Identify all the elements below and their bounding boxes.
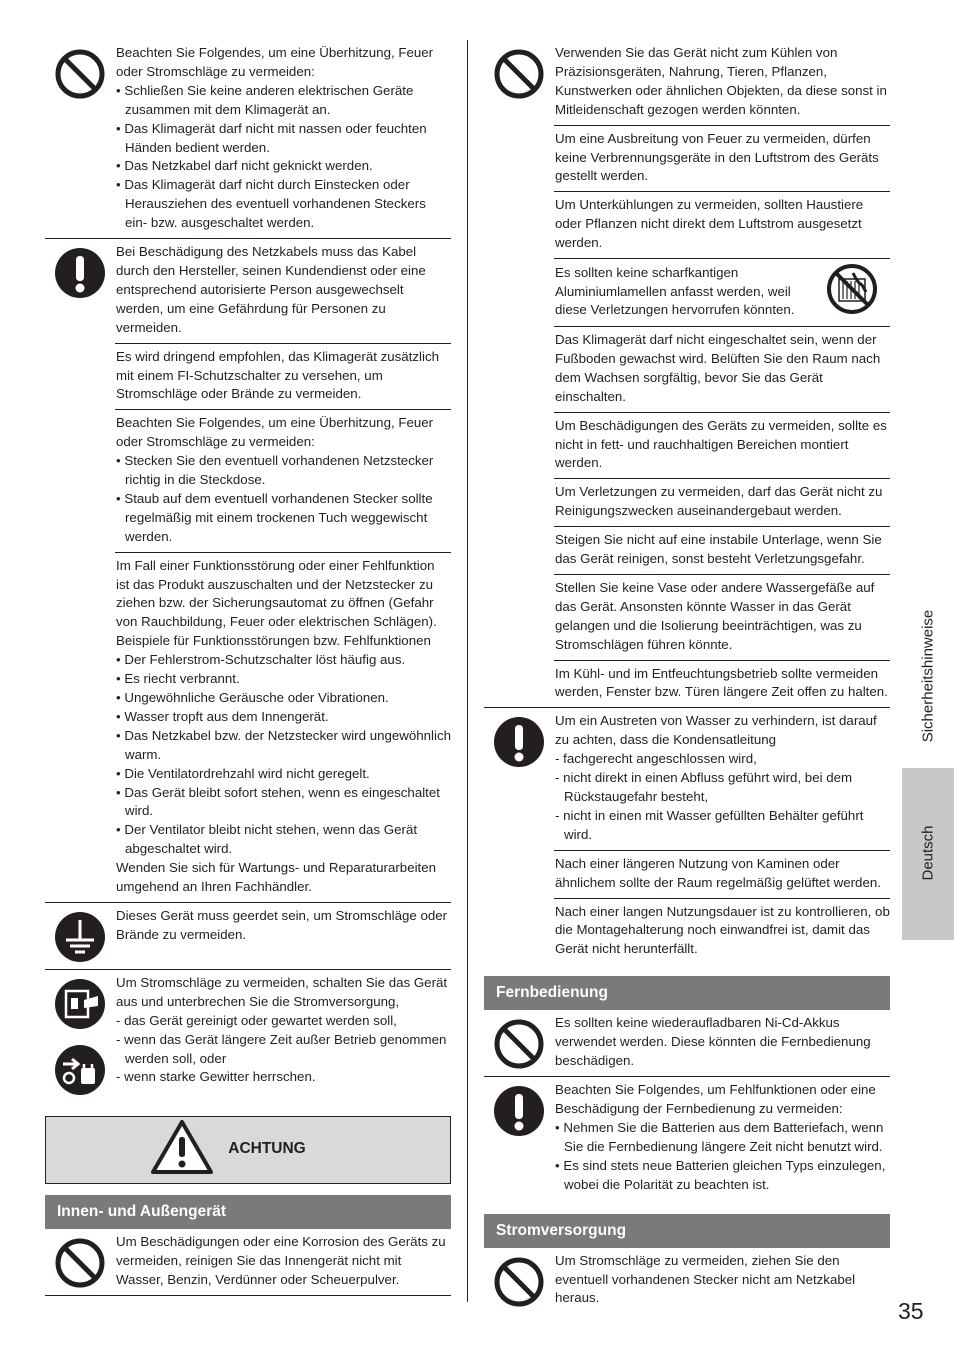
section-label: Sicherheitshinweise bbox=[919, 609, 937, 743]
warning-text bbox=[115, 903, 451, 969]
warning-text bbox=[554, 708, 890, 964]
warning-paragraph bbox=[554, 191, 890, 258]
warning-paragraph bbox=[554, 412, 890, 479]
list-item: • Stecken Sie den eventuell vorhandenen Netzstecker richtig in die Steckdose. bbox=[116, 453, 434, 488]
text-line: Das Klimagerät darf nicht eingeschaltet sein, wenn der Fußboden gewachst wird. Belüften Sie den Raum nach dem Wachsen sorgfältig, bevor Sie das Gerät einschalten. bbox=[555, 331, 881, 404]
section-header-power-supply: Stromversorgung bbox=[484, 1214, 890, 1248]
prohibition-icon bbox=[54, 1237, 106, 1295]
warning-text bbox=[115, 239, 451, 902]
switch-off-icon bbox=[54, 978, 106, 1036]
list-item: - nicht in einen mit Wasser gefüllten Behälter geführt wird. bbox=[555, 807, 864, 842]
warning-paragraph bbox=[115, 552, 451, 902]
warning-block bbox=[45, 970, 451, 1102]
list-item: - das Gerät gereinigt oder gewartet werden soll, bbox=[116, 1012, 397, 1028]
warning-paragraph bbox=[554, 1010, 890, 1076]
list-item: • Nehmen Sie die Batterien aus dem Batteriefach, wenn Sie die Fernbedienung längere Zeit nicht benutzt wird. bbox=[555, 1119, 884, 1154]
text-line: Dieses Gerät muss geerdet sein, um Stromschläge oder Brände zu vermeiden. bbox=[116, 907, 448, 942]
warning-block bbox=[484, 40, 890, 708]
text-line: Um Verletzungen zu vermeiden, darf das Gerät nicht zu Reinigungszwecken auseinandergebaut werden. bbox=[555, 484, 883, 519]
list-item: - wenn starke Gewitter herrschen. bbox=[116, 1069, 316, 1085]
warning-icon-column bbox=[484, 708, 554, 964]
warning-paragraph bbox=[554, 1077, 890, 1199]
list-item: • Das Netzkabel darf nicht geknickt werden. bbox=[116, 158, 373, 174]
text-line: Steigen Sie nicht auf eine instabile Unterlage, wenn Sie das Gerät reinigen, sonst besteht Verletzungsgefahr. bbox=[555, 532, 882, 567]
right-column bbox=[484, 40, 890, 1314]
warning-text bbox=[554, 40, 890, 707]
list-item: • Wasser tropft aus dem Innengerät. bbox=[116, 708, 329, 724]
unplug-icon bbox=[54, 1044, 106, 1102]
warning-text bbox=[554, 1077, 890, 1199]
warning-icon-column bbox=[484, 1248, 554, 1314]
warning-paragraph bbox=[554, 526, 890, 574]
text-line: Bei Beschädigung des Netzkabels muss das Kabel durch den Hersteller, seinen Kundendienst oder eine entsprechend autorisierte Person ausgewechselt werden, um eine Gefährdung für Personen zu vermeiden. bbox=[116, 244, 426, 335]
text-line: Beachten Sie Folgendes, um Fehlfunktionen oder eine Beschädigung der Fernbedienung zu vermeiden: bbox=[555, 1082, 876, 1117]
warning-text bbox=[554, 1010, 890, 1076]
warning-paragraph bbox=[554, 574, 890, 660]
warning-block bbox=[484, 708, 890, 964]
warning-triangle-icon bbox=[150, 1119, 214, 1181]
text-line: Wenden Sie sich für Wartungs- und Reparaturarbeiten umgehend an Ihren Fachhändler. bbox=[116, 860, 437, 895]
warning-paragraph bbox=[554, 898, 890, 965]
mandatory-exclamation-icon bbox=[493, 1085, 545, 1143]
list-item: - wenn das Gerät längere Zeit außer Betrieb genommen werden soll, oder bbox=[116, 1031, 447, 1066]
text-line: Es sollten keine scharfkantigen Aluminiumlamellen anfasst werden, weil diese Verletzungen hervorrufen könnten. bbox=[555, 264, 795, 318]
prohibition-icon bbox=[54, 48, 106, 106]
warning-block bbox=[45, 40, 451, 239]
list-item: - fachgerecht angeschlossen wird, bbox=[555, 751, 757, 767]
prohibition-icon bbox=[493, 1018, 545, 1076]
list-item: • Es sind stets neue Batterien gleichen Typs einzulegen, wobei die Polarität zu beachten ist. bbox=[555, 1157, 886, 1192]
warning-paragraph bbox=[554, 850, 890, 898]
text-line: Verwenden Sie das Gerät nicht zum Kühlen von Präzisionsgeräten, Nahrung, Tieren, Pflanzen, Kunstwerken oder ähnlichen Objekten, da diese sonst in Mitleidenschaft gezogen werden könnten. bbox=[555, 45, 887, 117]
list-item: • Das Netzkabel bzw. der Netzstecker wird ungewöhnlich warm. bbox=[116, 727, 452, 762]
warning-paragraph bbox=[115, 970, 451, 1092]
warning-icon-column bbox=[484, 1077, 554, 1199]
warning-block bbox=[484, 1077, 890, 1199]
warning-paragraph bbox=[554, 258, 890, 326]
warning-block bbox=[484, 1248, 890, 1314]
section-header-indoor-outdoor: Innen- und Außengerät bbox=[45, 1195, 451, 1229]
warning-paragraph bbox=[554, 1248, 890, 1314]
warning-icon-column bbox=[45, 970, 115, 1102]
warning-icon-column bbox=[45, 903, 115, 969]
warning-paragraph bbox=[554, 708, 890, 849]
paragraph-text bbox=[555, 264, 826, 321]
text-line: Beachten Sie Folgendes, um eine Überhitzung, Feuer oder Stromschläge zu vermeiden: bbox=[116, 415, 434, 450]
text-line: Im Kühl- und im Entfeuchtungsbetrieb sollte vermeiden werden, Fenster bzw. Türen längere Zeit offen zu halten. bbox=[555, 665, 888, 700]
warning-paragraph bbox=[554, 478, 890, 526]
language-label: Deutsch bbox=[919, 825, 937, 881]
text-line: Um Unterkühlungen zu vermeiden, sollten Haustiere oder Pflanzen nicht direkt dem Luftstrom ausgesetzt werden. bbox=[555, 197, 864, 251]
list-item: - nicht direkt in einen Abfluss geführt wird, bei dem Rückstaugefahr besteht, bbox=[555, 770, 853, 804]
list-item: • Das Gerät bleibt sofort stehen, wenn es eingeschaltet wird. bbox=[116, 784, 440, 819]
text-line: Beachten Sie Folgendes, um eine Überhitzung, Feuer oder Stromschläge zu vermeiden: bbox=[116, 45, 434, 79]
warning-paragraph bbox=[115, 1229, 451, 1295]
warning-paragraph bbox=[554, 326, 890, 412]
list-item: • Der Ventilator bleibt nicht stehen, wenn das Gerät abgeschaltet wird. bbox=[116, 822, 418, 857]
warning-icon-column bbox=[484, 1010, 554, 1076]
warning-paragraph bbox=[115, 343, 451, 410]
prohibition-icon bbox=[493, 48, 545, 106]
text-line: Beispiele für Funktionsstörungen bzw. Fehlfunktionen bbox=[116, 633, 431, 649]
warning-paragraph bbox=[554, 125, 890, 192]
warning-block bbox=[45, 239, 451, 903]
text-line: Um Stromschläge zu vermeiden, schalten Sie das Gerät aus und unterbrechen Sie die Stromversorgung, bbox=[116, 974, 448, 1009]
text-line: Nach einer längeren Nutzung von Kaminen oder ähnlichem sollte der Raum regelmäßig gelüftet werden. bbox=[555, 855, 881, 890]
warning-paragraph bbox=[554, 40, 890, 125]
warning-block bbox=[45, 1229, 451, 1296]
no-touch-fins-icon bbox=[826, 263, 878, 321]
left-column bbox=[45, 40, 451, 1296]
mandatory-exclamation-icon bbox=[54, 247, 106, 305]
text-line: Im Fall einer Funktionsstörung oder einer Fehlfunktion ist das Produkt auszuschalten und der Netzstecker zu ziehen bzw. der Sicherungsautomat zu öffnen (Gefahr von Rauchbildung, Feuer oder elektrischen Schlägen). bbox=[116, 557, 437, 630]
warning-text bbox=[115, 40, 451, 238]
warning-icon-column bbox=[484, 40, 554, 707]
warning-text bbox=[554, 1248, 890, 1314]
list-item: • Der Fehlerstrom-Schutzschalter löst häufig aus. bbox=[116, 652, 406, 668]
achtung-label: ACHTUNG bbox=[228, 1140, 306, 1158]
text-line: Um ein Austreten von Wasser zu verhindern, ist darauf zu achten, dass die Kondensatleitung bbox=[555, 713, 877, 748]
section-header-remote-control: Fernbedienung bbox=[484, 976, 890, 1010]
warning-icon-column bbox=[45, 40, 115, 238]
warning-block bbox=[484, 1010, 890, 1077]
text-line: Um Beschädigungen des Geräts zu vermeiden, sollte es nicht in fett- und rauchhaltigen Bereichen montiert werden. bbox=[555, 417, 887, 471]
text-line: Nach einer langen Nutzungsdauer ist zu kontrollieren, ob die Montagehalterung noch einwandfrei ist, damit das Gerät nicht herunterfällt. bbox=[555, 903, 890, 957]
warning-icon-column bbox=[45, 1229, 115, 1295]
list-item: • Das Klimagerät darf nicht mit nassen oder feuchten Händen bedient werden. bbox=[116, 120, 427, 155]
text-line: Um eine Ausbreitung von Feuer zu vermeiden, dürfen keine Verbrennungsgeräte in den Luftstrom des Geräts gestellt werden. bbox=[555, 130, 879, 184]
text-line: Stellen Sie keine Vase oder andere Wassergefäße auf das Gerät. Ansonsten könnte Wasser in das Gerät gelangen und die Isolierung beeinträchtigen, was zu Stromschlägen führen könnte. bbox=[555, 579, 875, 652]
column-divider bbox=[467, 40, 468, 1302]
warning-paragraph bbox=[115, 409, 451, 551]
achtung-box bbox=[45, 1116, 451, 1184]
warning-paragraph bbox=[115, 903, 451, 950]
text-line: Um Beschädigungen oder eine Korrosion des Geräts zu vermeiden, reinigen Sie das Innengerät nicht mit Wasser, Benzin, Verdünner oder Scheuerpulver. bbox=[116, 1233, 446, 1287]
warning-icon-column bbox=[45, 239, 115, 902]
text-line: Um Stromschläge zu vermeiden, ziehen Sie den eventuell vorhandenen Stecker nicht am Netzkabel heraus. bbox=[555, 1252, 856, 1306]
ground-earth-icon bbox=[54, 911, 106, 969]
list-item: • Die Ventilatordrehzahl wird nicht geregelt. bbox=[116, 765, 370, 781]
mandatory-exclamation-icon bbox=[493, 716, 545, 774]
warning-paragraph bbox=[115, 239, 451, 343]
list-item: • Staub auf dem eventuell vorhandenen Stecker sollte regelmäßig mit einem trockenen Tuch weggewischt werden. bbox=[116, 490, 433, 544]
list-item: • Ungewöhnliche Geräusche oder Vibrationen. bbox=[116, 690, 389, 705]
text-line: Es sollten keine wiederaufladbaren Ni-Cd-Akkus verwendet werden. Diese könnten die Fernbedienung beschädigen. bbox=[555, 1015, 871, 1069]
list-item: • Es riecht verbrannt. bbox=[116, 671, 240, 687]
warning-text bbox=[115, 1229, 451, 1295]
list-item: • Das Klimagerät darf nicht durch Einstecken oder Herausziehen des eventuell vorhandenen Steckers ein- bzw. ausgeschaltet werden. bbox=[116, 177, 426, 231]
text-line: Es wird dringend empfohlen, das Klimagerät zusätzlich mit einem FI-Schutzschalter zu versehen, um Stromschläge oder Brände zu vermeiden. bbox=[116, 348, 439, 402]
list-item: • Schließen Sie keine anderen elektrischen Geräte zusammen mit dem Klimagerät an. bbox=[116, 82, 414, 117]
prohibition-icon bbox=[493, 1256, 545, 1314]
page-number: 35 bbox=[898, 1298, 924, 1324]
warning-block bbox=[45, 903, 451, 970]
warning-paragraph bbox=[115, 40, 451, 238]
warning-paragraph bbox=[554, 660, 890, 708]
warning-text bbox=[115, 970, 451, 1102]
